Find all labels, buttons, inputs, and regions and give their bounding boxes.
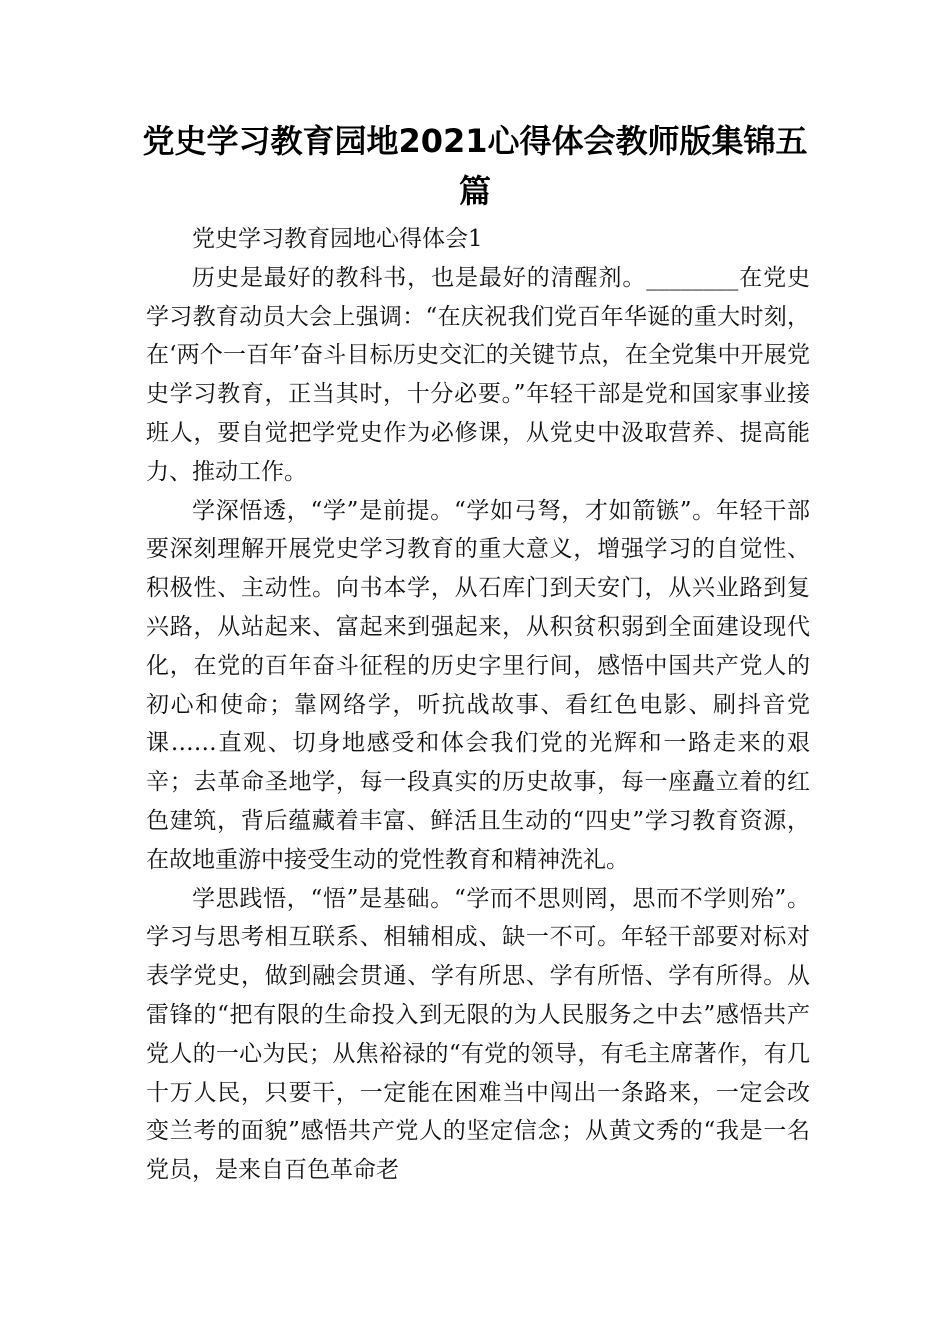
paragraph: 学思践悟，“悟”是基础。“学而不思则罔，思而不学则殆”。学习与思考相互联系、相辅相成、缺一不可。年轻干部要对标对表学党史，做到融会贯通、学有所思、学有所悟、学有所得。从雷锋的“把有限的生命投入到无限的为人民服务之中去”感悟共产党人的一心为民；从焦裕禄的“有党的领导，有毛主席著作，有几十万人民，只要干，一定能在困难当中闯出一条路来，一定会改变兰考的面貌”感悟共产党人的坚定信念；从黄文秀的“我是一名党员，是来自百色革命老	[146, 885, 810, 1184]
document-body	[146, 220, 810, 1190]
paragraph: 历史是最好的教科书，也是最好的清醒剂。________在党史学习教育动员大会上强调：“在庆祝我们党百年华诞的重大时刻，在‘两个一百年’奋斗目标历史交汇的关键节点，在全党集中开展党史学习教育，正当其时，十分必要。”年轻干部是党和国家事业接班人，要自觉把学党史作为必修课，从党史中汲取营养、提高能力、推动工作。	[146, 264, 810, 485]
section-heading: 党史学习教育园地心得体会1	[192, 226, 483, 252]
document-title: 党史学习教育园地2021心得体会教师版集锦五篇	[142, 122, 808, 210]
paragraph: 学深悟透，“学”是前提。“学如弓弩，才如箭镞”。年轻干部要深刻理解开展党史学习教育的重大意义，增强学习的自觉性、积极性、主动性。向书本学，从石库门到天安门，从兴业路到复兴路，从站起来、富起来到强起来，从积贫积弱到全面建设现代化，在党的百年奋斗征程的历史字里行间，感悟中国共产党人的初心和使命；靠网络学，听抗战故事、看红色电影、刷抖音党课……直观、切身地感受和体会我们党的光辉和一路走来的艰辛；去革命圣地学，每一段真实的历史故事，每一座矗立着的红色建筑，背后蕴藏着丰富、鲜活且生动的“四史”学习教育资源，在故地重游中接受生动的党性教育和精神洗礼。	[146, 497, 810, 873]
